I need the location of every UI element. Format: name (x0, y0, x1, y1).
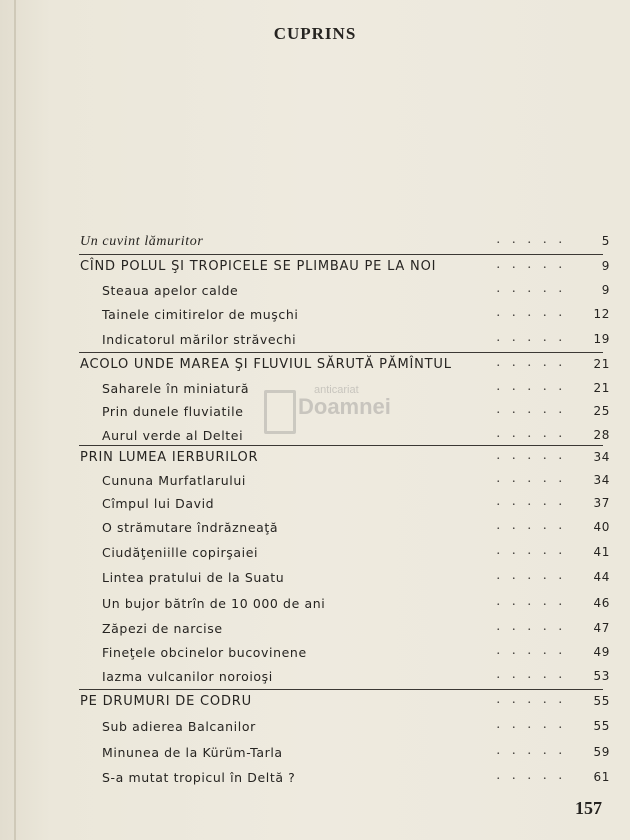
toc-page-number: 34 (593, 473, 610, 487)
toc-label: Cununa Murfatlarului (102, 473, 246, 488)
toc-label: Cîmpul lui David (102, 496, 215, 511)
watermark (258, 384, 438, 444)
leader-dots: ..... (496, 643, 574, 658)
leader-dots: ..... (496, 692, 574, 707)
leader-dots: ..... (496, 619, 574, 634)
toc-label: Steaua apelor calde (102, 283, 239, 298)
leader-dots: ..... (496, 402, 574, 417)
toc-label: Minunea de la Kürüm-Tarla (102, 745, 283, 760)
leader-dots: ..... (496, 743, 574, 758)
toc-item (0, 665, 630, 689)
toc-page-number: 5 (601, 234, 610, 248)
leader-dots: ..... (496, 305, 574, 320)
leader-dots: ..... (496, 494, 574, 509)
toc-label: Prin dunele fluviatile (102, 404, 244, 419)
toc-page-number: 40 (593, 520, 610, 534)
toc-page-number: 37 (593, 496, 610, 510)
leader-dots: ..... (496, 518, 574, 533)
toc-label: Saharele în miniatură (102, 381, 250, 396)
leader-dots: ..... (496, 594, 574, 609)
toc-page-number: 46 (593, 596, 610, 610)
toc-item (0, 303, 630, 327)
leader-dots: ..... (496, 448, 574, 463)
section-divider (79, 689, 603, 690)
toc-label: PE DRUMURI DE CODRU (80, 694, 252, 709)
toc-item (0, 516, 630, 540)
toc-label: Sub adierea Balcanilor (102, 719, 256, 734)
toc-label: Un cuvint lămuritor (80, 234, 204, 249)
toc-label: Un bujor bătrîn de 10 000 de ani (102, 596, 326, 611)
leader-dots: ..... (496, 379, 574, 394)
toc-item (0, 566, 630, 590)
toc-label: Fineţele obcinelor bucovinene (102, 645, 307, 660)
toc-page-number: 55 (593, 719, 610, 733)
toc-section (0, 690, 630, 714)
toc-page-number: 12 (593, 307, 610, 321)
toc-section (0, 353, 630, 377)
toc-label: ACOLO UNDE MAREA ŞI FLUVIUL SĂRUTĂ PĂMÎNTUL (80, 357, 452, 372)
toc-section (0, 446, 630, 470)
leader-dots: ..... (496, 568, 574, 583)
leader-dots: ..... (496, 543, 574, 558)
leader-dots: ..... (496, 768, 574, 783)
toc-page-number: 9 (601, 283, 610, 297)
leader-dots: ..... (496, 717, 574, 732)
toc-item (0, 617, 630, 641)
toc-page-number: 21 (593, 357, 610, 371)
toc-label: Indicatorul mărilor străvechi (102, 332, 297, 347)
toc-label: Ciudăţeniille copirşaiei (102, 545, 259, 560)
leader-dots: ..... (496, 232, 574, 247)
section-divider (79, 445, 603, 446)
toc-label: Tainele cimitirelor de muşchi (102, 307, 299, 322)
toc-item (0, 279, 630, 303)
toc-item (0, 328, 630, 352)
leader-dots: ..... (496, 330, 574, 345)
page-number: 157 (575, 798, 602, 818)
toc-page-number: 53 (593, 669, 610, 683)
toc-page-number: 44 (593, 570, 610, 584)
toc-page-number: 55 (593, 694, 610, 708)
watermark-small-text: anticariat (314, 384, 359, 396)
toc-item (0, 715, 630, 739)
toc-label: CÎND POLUL ŞI TROPICELE SE PLIMBAU PE LA NOI (80, 259, 437, 274)
toc-label: Iazma vulcanilor noroioşi (102, 669, 273, 684)
toc-page-number: 19 (593, 332, 610, 346)
toc-page-number: 34 (593, 450, 610, 464)
toc-intro (0, 230, 630, 254)
toc-label: Lintea pratului de la Suatu (102, 570, 285, 585)
toc-page-number: 21 (593, 381, 610, 395)
toc-section (0, 255, 630, 279)
toc-label: Aurul verde al Deltei (102, 428, 244, 443)
toc-label: PRIN LUMEA IERBURILOR (80, 450, 259, 465)
leader-dots: ..... (496, 426, 574, 441)
toc-item (0, 766, 630, 790)
toc-page-number: 49 (593, 645, 610, 659)
toc-item (0, 492, 630, 516)
toc-item (0, 541, 630, 565)
toc-page-number: 28 (593, 428, 610, 442)
book-icon (264, 390, 296, 434)
leader-dots: ..... (496, 281, 574, 296)
toc-label: S-a mutat tropicul în Deltă ? (102, 770, 296, 785)
toc-item (0, 641, 630, 665)
toc-label: Zăpezi de narcise (102, 621, 223, 636)
section-divider (79, 254, 603, 255)
watermark-big-text: Doamnei (298, 394, 391, 419)
toc-page-number: 59 (593, 745, 610, 759)
leader-dots: ..... (496, 471, 574, 486)
toc-label: O strămutare îndrăzneaţă (102, 520, 279, 535)
toc-page-number: 41 (593, 545, 610, 559)
page-title: CUPRINS (273, 24, 357, 43)
toc-item (0, 469, 630, 493)
leader-dots: ..... (496, 257, 574, 272)
leader-dots: ..... (496, 667, 574, 682)
toc-page-number: 25 (593, 404, 610, 418)
toc-item (0, 741, 630, 765)
toc-page-number: 61 (593, 770, 610, 784)
leader-dots: ..... (496, 355, 574, 370)
toc-item (0, 592, 630, 616)
section-divider (79, 352, 603, 353)
toc-page-number: 47 (593, 621, 610, 635)
toc-page-number: 9 (601, 259, 610, 273)
